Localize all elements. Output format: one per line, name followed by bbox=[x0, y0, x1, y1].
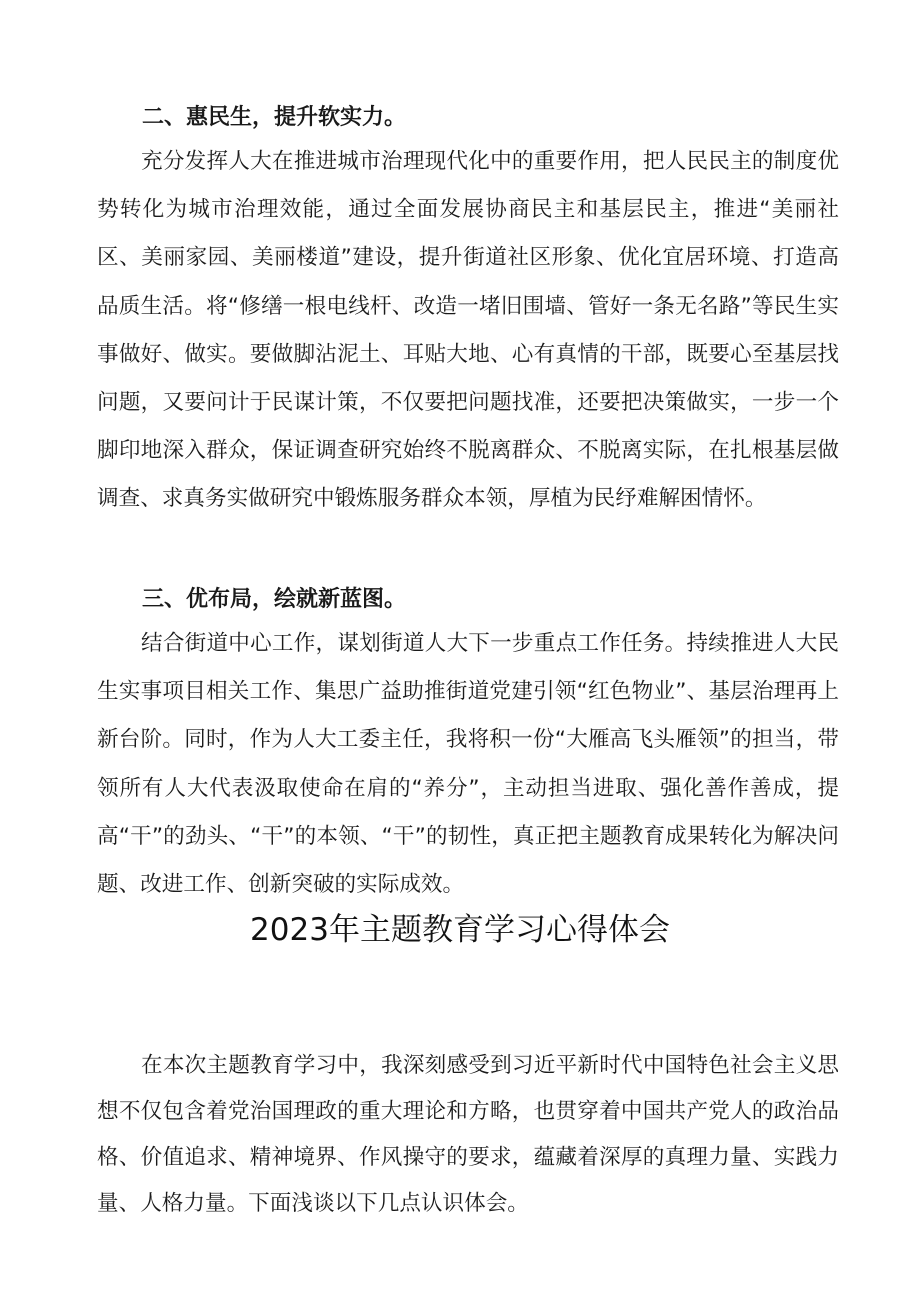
article-title: 2023年主题教育学习心得体会 bbox=[250, 912, 670, 948]
section-paragraph-improve-livelihood: 充分发挥人大在推进城市治理现代化中的重要作用，把人民民主的制度优势转化为城市治理效能，通过全面发展协商民主和基层民主，推进“美丽社区、美丽家园、美丽楼道”建设，提升街道社区形象、优化宜居环境、打造高品质生活。将“修缮一根电线杆、改造一堵旧围墙、管好一条无名路”等民生实事做好、做实。要做脚沾泥土、耳贴大地、心有真情的干部，既要心至基层找问题，又要问计于民谋计策，不仅要把问题找准，还要把决策做实，一步一个脚印地深入群众，保证调查研究始终不脱离群众、不脱离实际，在扎根基层做调查、求真务实做研究中锻炼服务群众本领，厚植为民纾难解困情怀。 bbox=[97, 149, 839, 512]
article-intro-paragraph: 在本次主题教育学习中，我深刻感受到习近平新时代中国特色社会主义思想不仅包含着党治国理政的重大理论和方略，也贯穿着中国共产党人的政治品格、价值追求、精神境界、作风操守的要求，蕴藏着深厚的真理力量、实践力量、人格力量。下面浅谈以下几点认识体会。 bbox=[97, 1053, 839, 1216]
section-heading-optimize-layout: 三、优布局，绘就新蓝图。 bbox=[142, 587, 407, 612]
section-heading-improve-livelihood: 二、惠民生，提升软实力。 bbox=[142, 105, 407, 130]
section-paragraph-optimize-layout: 结合街道中心工作，谋划街道人大下一步重点工作任务。持续推进人大民生实事项目相关工作、集思广益助推街道党建引领“红色物业”、基层治理再上新台阶。同时，作为人大工委主任，我将积一份“大雁高飞头雁领”的担当，带领所有人大代表汲取使命在肩的“养分”，主动担当进取、强化善作善成，提高“干”的劲头、“干”的本领、“干”的韧性，真正把主题教育成果转化为解决问题、改进工作、创新突破的实际成效。 bbox=[97, 631, 839, 898]
